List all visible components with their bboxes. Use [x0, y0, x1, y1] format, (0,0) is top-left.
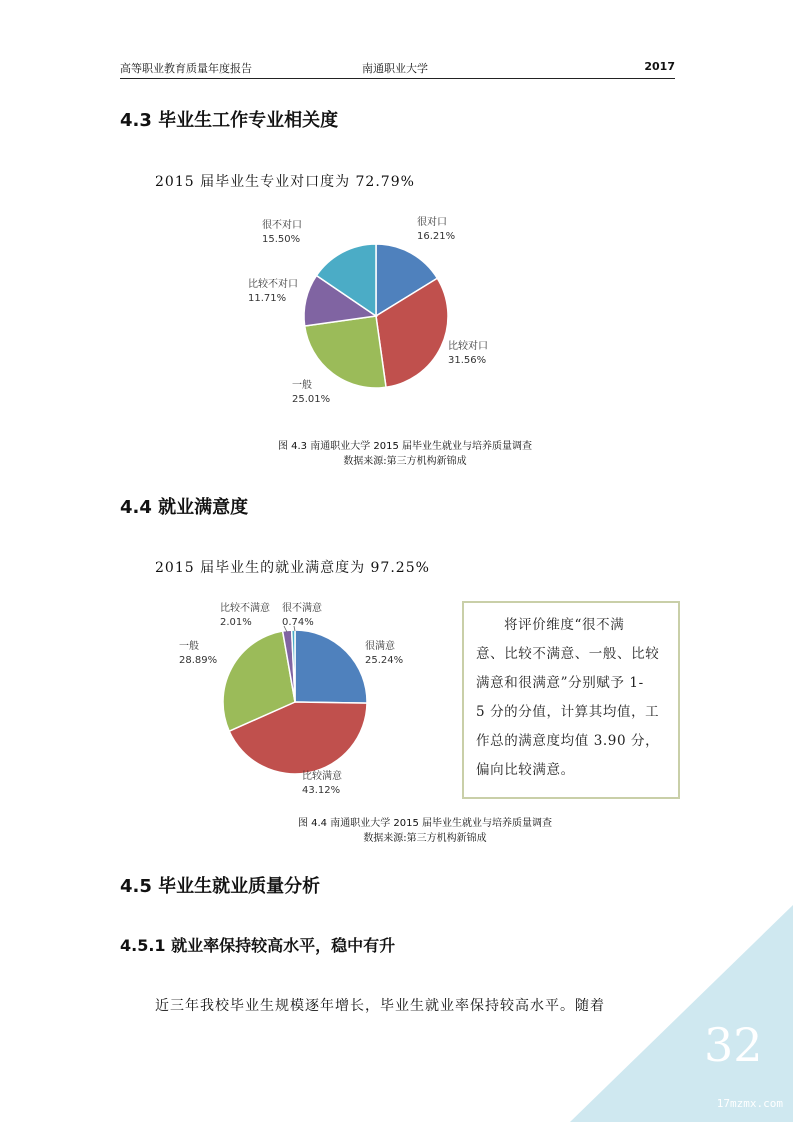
figure-4-4-caption [270, 814, 580, 844]
note-line: 作总的满意度均值 3.90 分， [476, 733, 660, 749]
slice-value-label: 25.24% [365, 655, 404, 666]
note-line: 5 分的分值，计算其均值，工 [476, 704, 660, 720]
page-number: 32 [704, 1018, 763, 1072]
slice-value-label: 31.56% [448, 355, 487, 366]
slice-value-label: 11.71% [248, 293, 287, 304]
section-4-4-intro: 2015 届毕业生的就业满意度为 97.25% [155, 560, 430, 576]
section-4-5-1-body: 近三年我校毕业生规模逐年增长，毕业生就业率保持较高水平。随着 [155, 998, 605, 1014]
section-4-3-intro: 2015 届毕业生专业对口度为 72.79% [155, 174, 415, 190]
figure-4-3-caption-title: 图 4.3 南通职业大学 2015 届毕业生就业与培养质量调查 [277, 441, 533, 452]
slice-label: 一般 [179, 641, 199, 652]
slice-label: 很不满意 [282, 603, 322, 614]
note-line: 满意和很满意”分别赋予 1- [476, 675, 644, 691]
slice-label: 很对口 [417, 217, 447, 228]
pie-chart-employment-satisfaction [175, 598, 425, 803]
slice-label: 比较不满意 [220, 603, 270, 614]
slice-label: 比较不对口 [248, 279, 298, 290]
pie-slice-1 [295, 630, 367, 703]
slice-label: 很不对口 [262, 220, 302, 231]
figure-4-4-caption-title: 图 4.4 南通职业大学 2015 届毕业生就业与培养质量调查 [297, 818, 553, 829]
slice-label: 一般 [292, 380, 312, 391]
note-line: 将评价维度“很不满 [504, 617, 625, 633]
section-4-4-title: 4.4 就业满意度 [120, 497, 249, 518]
section-4-5-1-title: 4.5.1 就业率保持较高水平，稳中有升 [120, 936, 396, 955]
slice-value-label: 15.50% [262, 234, 301, 245]
slice-label: 很满意 [365, 641, 395, 652]
pie-chart-professional-relevance [240, 208, 540, 413]
slice-value-label: 0.74% [282, 617, 314, 628]
satisfaction-note-box [462, 601, 680, 799]
figure-4-3-caption [240, 437, 570, 467]
slice-label: 比较对口 [448, 341, 488, 352]
header-center-text: 南通职业大学 [362, 62, 428, 75]
slice-value-label: 25.01% [292, 394, 331, 405]
slice-value-label: 2.01% [220, 617, 252, 628]
section-4-3-title: 4.3 毕业生工作专业相关度 [120, 110, 339, 131]
note-line: 偏向比较满意。 [476, 762, 575, 778]
header-year: 2017 [644, 60, 675, 73]
figure-4-4-caption-source: 数据来源:第三方机构新锦成 [363, 833, 487, 844]
slice-value-label: 43.12% [302, 785, 341, 796]
slice-label: 比较满意 [302, 771, 342, 782]
slice-value-label: 28.89% [179, 655, 218, 666]
note-line: 意、比较不满意、一般、比较 [476, 646, 660, 662]
header-left-text: 高等职业教育质量年度报告 [120, 62, 252, 75]
figure-4-3-caption-source: 数据来源:第三方机构新锦成 [343, 456, 467, 467]
page-header [120, 60, 675, 79]
watermark-text: 17mzmx.com [716, 1097, 783, 1110]
section-4-5-title: 4.5 毕业生就业质量分析 [120, 876, 321, 897]
pie-slice-3 [305, 316, 386, 388]
slice-value-label: 16.21% [417, 231, 456, 242]
